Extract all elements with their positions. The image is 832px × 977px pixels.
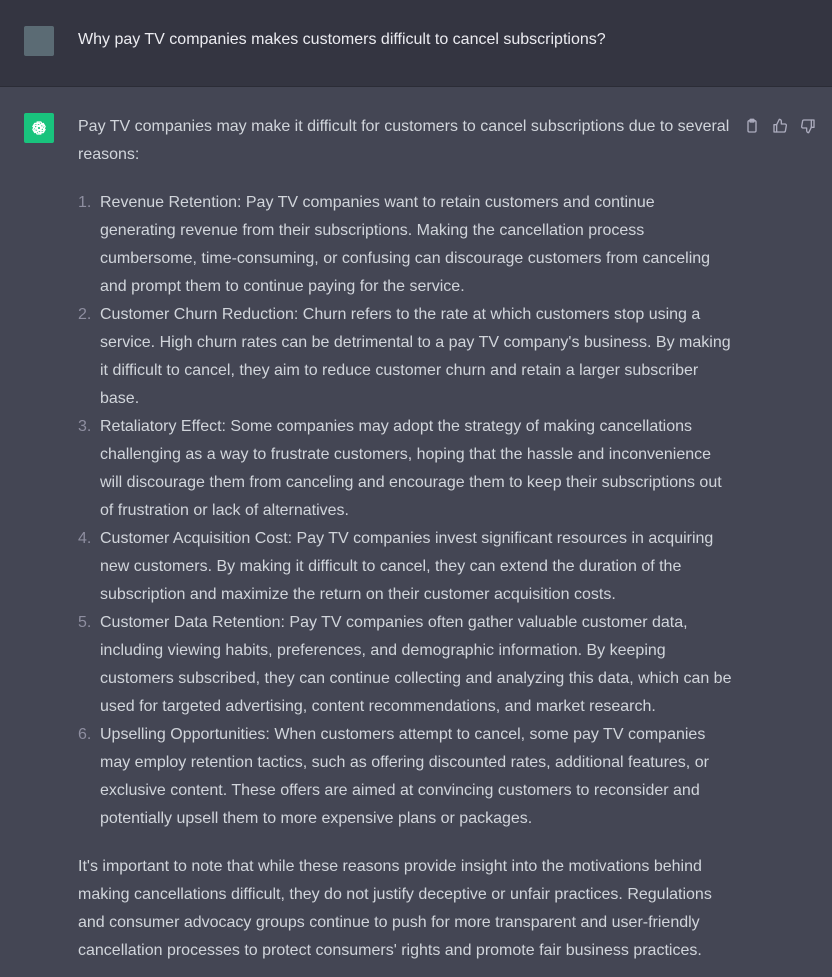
answer-intro: Pay TV companies may make it difficult for customers to cancel subscriptions due to several reasons: bbox=[78, 118, 730, 163]
list-item: Revenue Retention: Pay TV companies want to retain customers and continue generating revenue from their subscriptions. Making the cancellation process cumbersome, time-consuming, or confusing can discourage customers from canceling and prompt them to continue paying for the service. bbox=[100, 194, 711, 295]
list-item: Customer Churn Reduction: Churn refers to the rate at which customers stop using a service. High churn rates can be detrimental to a pay TV company's business. By making it difficult to cancel, they aim to reduce customer churn and retain a larger subscriber base. bbox=[100, 306, 731, 407]
answer-conclusion: It's important to note that while these reasons provide insight into the motivations behind making cancellations difficult, they do not justify deceptive or unfair practices. Regulations and consumer advocacy groups continue to push for more transparent and user-friendly cancellation processes to protect consumers' rights and promote fair business practices. bbox=[78, 858, 712, 959]
list-item: Upselling Opportunities: When customers attempt to cancel, some pay TV companies may employ retention tactics, such as offering discounted rates, additional features, or exclusive content. These offers are aimed at convincing customers to reconsider and potentially upsell them to more expensive plans or packages. bbox=[100, 726, 709, 827]
assistant-message-row bbox=[0, 87, 832, 977]
reasons-list bbox=[78, 189, 734, 833]
openai-logo-icon bbox=[24, 113, 54, 143]
thumbs-down-icon[interactable] bbox=[798, 116, 818, 136]
list-item: Retaliatory Effect: Some companies may adopt the strategy of making cancellations challenging as a way to frustrate customers, hoping that the hassle and inconvenience will discourage them from canceling and encourage them to keep their subscriptions out of frustration or lack of alternatives. bbox=[100, 418, 722, 519]
list-item: Customer Data Retention: Pay TV companies often gather valuable customer data, including viewing habits, preferences, and demographic information. By keeping customers subscribed, they can continue collecting and analyzing this data, which can be used for targeted advertising, content recommendations, and market research. bbox=[100, 614, 732, 715]
user-message-row bbox=[0, 0, 832, 87]
list-item: Customer Acquisition Cost: Pay TV companies invest significant resources in acquiring new customers. By making it difficult to cancel, they can extend the duration of the subscription and maximize the return on their customer acquisition costs. bbox=[100, 530, 714, 603]
clipboard-icon[interactable] bbox=[742, 116, 762, 136]
assistant-message-content bbox=[78, 113, 734, 965]
user-message-text: Why pay TV companies makes customers difficult to cancel subscriptions? bbox=[78, 31, 606, 48]
message-actions bbox=[742, 116, 818, 136]
user-avatar bbox=[24, 26, 54, 56]
thumbs-up-icon[interactable] bbox=[770, 116, 790, 136]
